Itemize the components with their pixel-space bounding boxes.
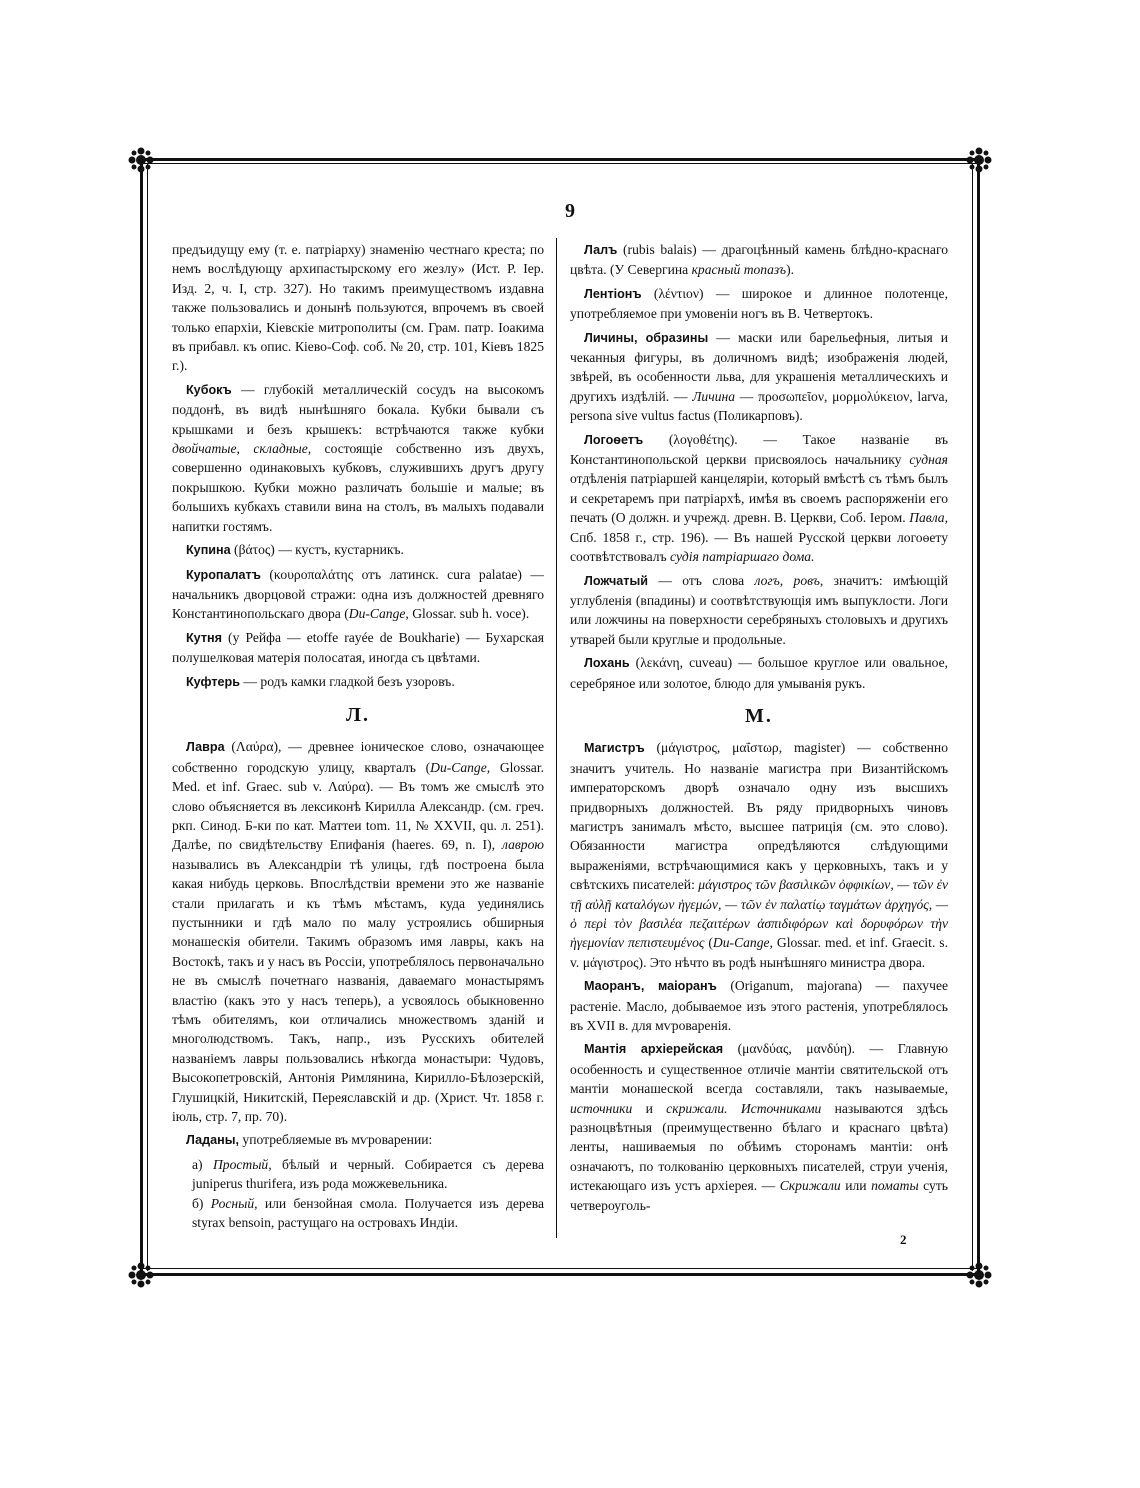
entry-kubok: [172, 380, 544, 536]
frame-left-line: [140, 158, 143, 1276]
entry-lavra: [172, 737, 544, 1126]
entry-italic: судная: [909, 452, 948, 468]
entry-text: суть четвероуголь-: [570, 1178, 948, 1213]
entry-lention: [570, 284, 948, 324]
entry-italic: Du-Cange,: [348, 606, 409, 622]
corner-ornament-icon: [966, 147, 992, 173]
entry-kuropalat: [172, 565, 544, 624]
entry-text: (μάγιστρος, μαΐστωρ, magister) — собственно значитъ учитель. Но названіе магистра при Византійскомъ императорскомъ дворѣ означало одну изъ высшихъ придворныхъ должностей. Въ ряду придворныхъ чиновъ магистръ занималъ мѣсто, высшее патриція (см. это слово). Обязанности магистра опредѣляются слѣдующими выраженіями, встрѣчающимися какъ у церковныхъ, такъ и у свѣтскихъ писателей:: [570, 740, 948, 893]
entry-text: (: [704, 935, 713, 951]
headword: Лентіонъ: [584, 286, 642, 301]
entry-text: (λεκάνη, cuveau) — большое круглое или овальное, серебряное или золотое, блюдо для умыванія рукъ.: [570, 655, 948, 691]
headword: Куфтерь: [186, 674, 240, 689]
entry-italic: Скрижали: [779, 1178, 841, 1194]
entry-text: — προσωπεῖον, μορμολύκειον, larva, persona sive vultus factus (Поликарповъ).: [570, 388, 948, 424]
entry-text: Glossar. med. et inf. Graecit. s. v. μάγιστρος). Это нѣчто въ родѣ нынѣшняго министра двора.: [570, 935, 948, 970]
continued-paragraph: предъидущу ему (т. е. патріарху) знаменію честнаго креста; по немъ вослѣдующу архипастырскому его жезлу» (Ист. Р. Іер. Изд. 2, ч. I, стр. 327). Но такимъ преимуществомъ издавна также пользовались и донынѣ пользуются, впрочемъ въ своей только епархіи, Кіевскіе митрополиты (см. Грам. патр. Іоакима въ прибавл. къ опис. Кіево-Соф. соб. № 20, стр. 101, Кіевъ 1825 г.).: [172, 242, 544, 374]
entry-italic: Du-Cange,: [712, 935, 773, 951]
entry-text: Спб. 1858 г., стр. 196). — Въ нашей Русской церкви логоѳету соотвѣтствовалъ: [570, 529, 948, 565]
entry-kutnya: [172, 628, 544, 668]
headword: Куропалатъ: [186, 567, 261, 582]
entry-lokhan: [570, 653, 948, 693]
entry-italic: судія патріаршаго дома.: [670, 549, 815, 565]
headword: Мантія архіерейская: [584, 1042, 724, 1057]
entry-text: — родъ камки гладкой безъ узоровъ.: [240, 673, 455, 689]
entry-text: (λέντιον) — широкое и длинное полотенце, употребляемое при умовеніи ногъ въ В. Четвертокъ.: [570, 285, 948, 322]
entry-text: б): [192, 1195, 211, 1211]
left-column: [172, 240, 544, 1233]
headword: Логоѳетъ: [584, 432, 644, 447]
entry-text: или бензойная смола. Получается изъ дерева styrax bensoin, растущаго на островахъ Индіи.: [192, 1195, 545, 1231]
headword: Лохань: [584, 656, 630, 671]
entry-italic: Простый,: [212, 1156, 272, 1172]
entry-italic: поматы: [871, 1178, 919, 1194]
entry-kupina: [172, 540, 544, 560]
headword: Купина: [186, 543, 231, 558]
entry-text: Glossar. sub h. voce).: [408, 606, 530, 622]
frame-top-line: [140, 158, 980, 161]
entry-text: — маски или барельефныя, литыя и чеканныя фигуры, въ доличномъ видѣ; изображенія людей, звѣрей, въ особенности льва, для украшенія металлическихъ и другихъ издѣлій. —: [570, 329, 948, 404]
entry-logofet: [570, 430, 948, 567]
headword: Ладаны,: [186, 1133, 240, 1148]
frame-bottom-inner-line: [140, 1268, 980, 1269]
corner-ornament-icon: [128, 147, 154, 173]
headword: Ложчатый: [584, 573, 648, 588]
page-number: 9: [565, 200, 575, 222]
entry-text: (βάτος) — кустъ, кустарникъ.: [230, 542, 404, 558]
section-letter-m: М.: [745, 704, 773, 727]
frame-left-inner-line: [147, 163, 148, 1271]
entry-ladany: [172, 1130, 544, 1150]
entry-italic: μάγιστρος τῶν βασιλικῶν ὀφφικίων, — τῶν ἐν τῇ αὐλῇ καταλόγων ἡγεμών, — τῶν ἐν παλατίῳ ταγμάτων ἀρχηγός, — ὁ περὶ τὸν βασιλέα πεζαιτέρων ἀσπιδιφόρων καὶ δορυφόρων τὴν ἡγεμονίαν πεπιστευμένος: [570, 877, 948, 951]
entry-text: (μανδύας, μανδύη). — Главную особенность и существенное отличіе мантіи святительской отъ мантіи монашеской всегда составляли, такъ называемые,: [570, 1041, 948, 1097]
entry-ladany-b: [172, 1194, 544, 1233]
entry-italic: источники: [570, 1100, 633, 1116]
entry-text: и: [632, 1100, 667, 1116]
entry-text: назывались въ Александріи тѣ улицы, гдѣ построена была какая нибудь церковь. Впослѣдствіи времени это же названіе стали прилагать и къ тѣмъ мѣстамъ, куда уединялись пустынники и гдѣ мало по малу устроялись обширныя монашескія обители. Такимъ образомъ имя лавры, какъ на Востокѣ, такъ и у насъ въ Россіи, употреблялось первоначально не въ смыслѣ почетнаго названія, даваемаго монастырямъ властію (какъ это у насъ теперь), а усвоялось обыкновенно тѣмъ обителямъ, кои отличались множествомъ зданій и многолюдствомъ. Такъ, напр., изъ Русскихъ обителей названіемъ лавры пользовались нѣкогда монастыри: Чудовъ, Высокопетровскій, Антонія Римлянина, Кирилло-Бѣлозерскій, Глушицкій, Никитскій, Переяславскій и др. (Христ. Чт. 1858 г. іюль, стр. 7, пр. 70).: [172, 856, 544, 1125]
entry-text: Glossar. Med. et inf. Graec. sub v. Λαύρα). — Въ томъ же смыслѣ это слово объясняется въ лексиконѣ Кирилла Александр. (см. греч. ркп. Синод. Б-ки по кат. Маттеи tom. 11, № XXVII, qu. л. 251). Далѣе, по свидѣтельству Епифанія (haeres. 69, n. I),: [172, 759, 545, 853]
corner-ornament-icon: [128, 1262, 154, 1288]
entry-ladany-a: [172, 1155, 544, 1194]
entry-text: состоящіе собственно изъ двухъ, совершенно одинаковыхъ кубковъ, служившихъ другъ другу покрышкою. Кубки можно различать большіе и малые; въ большихъ кубкахъ ставили вина на столъ, въ малыхъ подавали напитки гостямъ.: [172, 441, 544, 534]
entry-text: отдѣленія патріаршей канцеляріи, который вмѣстѣ съ тѣмъ былъ и секретаремъ при патріархѣ, имѣя въ своемъ распоряженіи его печать (О должн. и учрежд. древн. В. Церкви, Соб. Іером.: [570, 471, 948, 526]
entry-text: (λογοθέτης). — Такое названіе въ Константинопольской церкви присвоялось начальнику: [570, 431, 948, 468]
entry-text: (Origanum, majorana) — пахучее растеніе. Масло, добываемое изъ этого растенія, употреблялось въ XVII в. для мѵроваренія.: [570, 978, 949, 1034]
entry-italic: Павла,: [909, 510, 948, 526]
frame-top-inner-line: [140, 163, 980, 164]
entry-text: (κουροπαλάτης отъ латинск. cura palatae) — начальникъ дворцовой стражи: одна изъ должностей древняго Константинопольскаго двора (: [172, 566, 544, 622]
entry-italic: Du-Cange,: [430, 759, 491, 775]
entry-text: [728, 1101, 741, 1116]
entry-italic: скрижали.: [666, 1100, 728, 1116]
entry-text: (Λαύρα), — древнее іоническое слово, означающее собственно городскую улицу, кварталъ (: [172, 739, 544, 775]
entry-text: (у Рейфа — etoffe rayée de Boukharie) — Бухарская полушелковая матерія полосатая, иногда съ цвѣтами.: [172, 629, 544, 666]
frame-right-line: [977, 158, 980, 1276]
headword: Личины, образины: [584, 330, 709, 345]
entry-lal: [570, 240, 948, 280]
entry-text: а): [192, 1156, 213, 1172]
entry-italic: Личина: [692, 388, 736, 404]
headword: Кубокъ: [186, 382, 232, 397]
entry-text: называются здѣсь разноцвѣтныя (преимущественно бѣлаго и краснаго цвѣта) ленты, нашиваемыя по обѣимъ сторонамъ мантіи: онѣ означаютъ, по толкованію церковныхъ писателей, струи ученія, истекающаго изъ устъ архіерея. —: [570, 1100, 949, 1194]
entry-magistr: [570, 738, 948, 972]
entry-italic: красный топазъ: [691, 262, 787, 278]
entry-mantia: [570, 1039, 948, 1215]
entry-italic: лаврою: [502, 837, 544, 853]
headword: Магистръ: [584, 741, 645, 756]
headword: Маоранъ, маіоранъ: [584, 979, 717, 994]
frame-right-inner-line: [972, 163, 973, 1271]
entry-text: (rubis balais) — драгоцѣнный камень блѣдно-краснаго цвѣта. (У Севергина: [570, 242, 948, 278]
entry-text: бѣлый и черный. Собирается съ дерева juniperus thurifera, изъ рода можжевельника.: [192, 1156, 544, 1192]
entry-kuftir: [172, 672, 544, 692]
column-divider: [556, 238, 557, 1238]
entry-mayoran: [570, 976, 948, 1035]
entry-text: или: [840, 1178, 872, 1194]
entry-text: — глубокій металлическій сосудъ на высокомъ поддонѣ, въ видѣ нынѣшняго бокала. Кубки бывали съ крышками и безъ крышекъ: встрѣчаются также кубки: [172, 381, 544, 437]
headword: Кутня: [186, 630, 222, 645]
headword: Лалъ: [584, 243, 618, 257]
right-column: [570, 240, 948, 1219]
entry-italic: двойчатые, складные,: [172, 441, 312, 457]
signature-mark: 2: [900, 1232, 907, 1247]
entry-text: ).: [786, 262, 795, 278]
frame-bottom-line: [140, 1273, 980, 1276]
entry-lozhchaty: [570, 571, 948, 650]
corner-ornament-icon: [966, 1262, 992, 1288]
entry-text: — отъ слова: [647, 572, 755, 588]
entry-italic: логъ, ровъ,: [754, 572, 824, 588]
entry-text: употребляемые въ мѵроварении:: [239, 1132, 433, 1148]
entry-lichiny: [570, 328, 948, 426]
entry-text: значитъ: имѣющій углубленія (впадины) и соотвѣтствующія имъ выпуклости. Логи или ложчины на поверхности серебряныхъ столовыхъ и другихъ утварей были круглые и продольные.: [570, 572, 948, 647]
headword: Лавра: [186, 740, 225, 755]
entry-italic: Источниками: [740, 1100, 822, 1116]
section-letter-l: Л.: [346, 703, 370, 726]
entry-italic: Росный,: [210, 1195, 258, 1211]
